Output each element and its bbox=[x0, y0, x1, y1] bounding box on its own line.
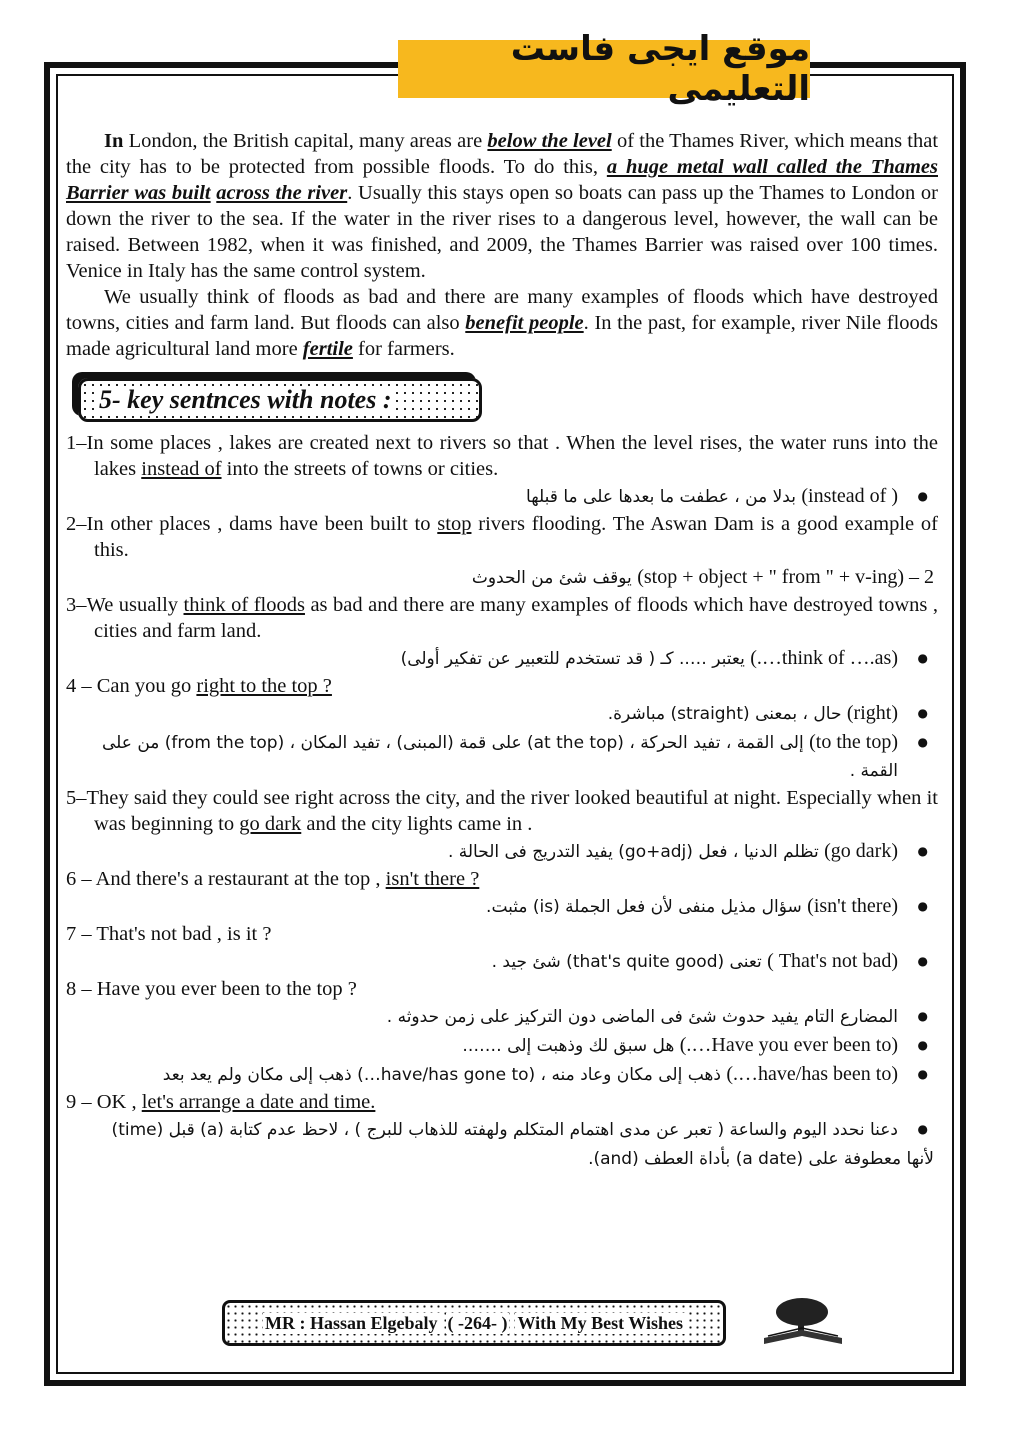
note-2: 2 – (stop + object + " from " + v-ing) يوقف شئ من الحدوث bbox=[471, 566, 934, 588]
sentence-7: 7 – That's not bad , is it ? bbox=[66, 923, 272, 945]
footer-page-number: ( -264- ) bbox=[447, 1312, 508, 1333]
sentence-6: 6 – And there's a restaurant at the top , isn't there ? bbox=[66, 868, 480, 890]
note-4a: ● (right) حال ، بمعنى (straight) مباشرة. bbox=[66, 699, 938, 728]
section-heading-box bbox=[78, 378, 482, 422]
highlight-benefit-people: benefit people bbox=[465, 312, 584, 334]
book-tree-logo-icon bbox=[758, 1290, 848, 1350]
note-8a: ● المضارع التام يفيد حدوث شئ فى الماضى دون التركيز على زمن حدوثه . bbox=[66, 1002, 938, 1031]
section-heading: 5- key sentnces with notes : bbox=[95, 387, 396, 413]
note-5: ● (go dark) تظلم الدنيا ، فعل (go+adj) يفيد التدريج فى الحالة . bbox=[66, 837, 938, 866]
highlight-below-level: below the level bbox=[487, 130, 612, 152]
note-9a: ● دعنا نحدد اليوم والساعة ( تعبر عن مدى اهتمام المتكلم ولهفته للذهاب للبرج ) ، لاحظ عدم كتابة (a) قبل (time) bbox=[66, 1115, 938, 1144]
note-4b: ● (to the top) إلى القمة ، تفيد الحركة ، (at the top) على قمة (المبنى) ، تفيد المكان ، (from the top) من على القمة . bbox=[66, 728, 938, 785]
footer-box bbox=[222, 1300, 726, 1346]
footer-wishes: With My Best Wishes bbox=[517, 1312, 684, 1333]
site-banner: موقع ايجى فاست التعليمى bbox=[398, 40, 810, 98]
highlight-fertile: fertile bbox=[302, 338, 353, 360]
note-7: ● (That's not bad ) تعنى (that's quite good) شئ جيد . bbox=[66, 947, 938, 976]
sentence-3: 3–We usually think of floods as bad and there are many examples of floods which have destroyed towns , cities and farm land. bbox=[66, 594, 938, 642]
note-1: ● ( instead of) بدلا من ، عطفت ما بعدها على ما قبلها bbox=[66, 482, 938, 511]
sentence-4: 4 – Can you go right to the top ? bbox=[66, 675, 332, 697]
footer-author: MR : Hassan Elgebaly bbox=[264, 1312, 438, 1333]
note-3: ● (think of ….as….) يعتبر ….. كـ ( قد تستخدم للتعبير عن تفكير أولى) bbox=[66, 644, 938, 673]
paragraph-floods: We usually think of floods as bad and there are many examples of floods which have destroyed towns, cities and farm land. But floods can also benefit people. In the past, for example, river Nile floods made agricultural land more fertile for farmers. bbox=[66, 286, 938, 360]
highlight-thames-barrier: a huge metal wall called the Thames Barrier was built bbox=[66, 156, 938, 204]
sentence-8: 8 – Have you ever been to the top ? bbox=[66, 978, 357, 1000]
sentence-1: 1–In some places , lakes are created next to rivers so that . When the level rises, the water runs into the lakes instead of into the streets of towns or cities. bbox=[66, 432, 938, 480]
note-8b: ● (Have you ever been to….) هل سبق لك وذهبت إلى ……. bbox=[66, 1031, 938, 1060]
note-6: ● (isn't there) سؤال مذيل منفى لأن فعل الجملة (is) مثبت. bbox=[66, 892, 938, 921]
sentence-5: 5–They said they could see right across the city, and the river looked beautiful at night. Especially when it was beginning to go dark and the city lights came in . bbox=[66, 787, 938, 835]
note-8c: ● (have/has been to….) ذهب إلى مكان وعاد منه ، (have/has gone to…) ذهب إلى مكان ولم يعد بعد bbox=[66, 1060, 938, 1089]
sentence-2: 2–In other places , dams have been built to stop rivers flooding. The Aswan Dam is a good example of this. bbox=[66, 513, 938, 561]
document-body bbox=[66, 128, 938, 1173]
note-9b: لأنها معطوفة على (a date) بأداة العطف (and). bbox=[588, 1149, 934, 1169]
sentence-9: 9 – OK , let's arrange a date and time. bbox=[66, 1091, 376, 1113]
highlight-across-river: across the river bbox=[216, 182, 348, 204]
paragraph-thames: In London, the British capital, many areas are below the level of the Thames River, which means that the city has to be protected from possible floods. To do this, a huge metal wall called the Thames Barrier was built across the river. Usually this stays open so boats can pass up the Thames to London or down the river to the sea. If the water in the river rises to a dangerous level, however, the wall can be raised. Between 1982, when it was finished, and 2009, the Thames Barrier was raised over 100 times. Venice in Italy has the same control system. bbox=[66, 130, 939, 282]
